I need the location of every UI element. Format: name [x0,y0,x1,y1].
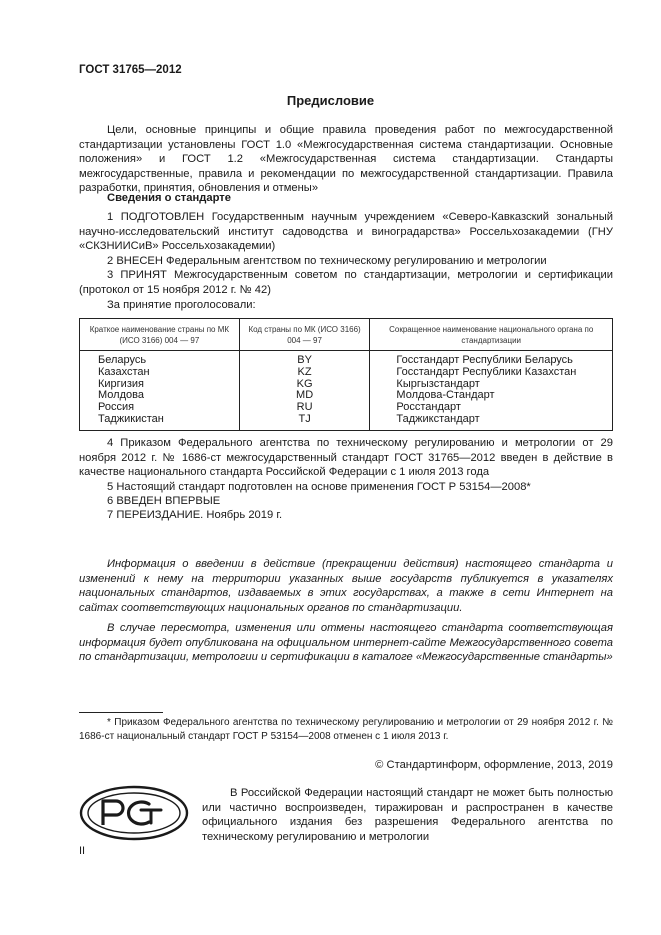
notice-paragraph-1: Информация о введении в действие (прекращении действия) настоящего стандарта и изменений к нему на территории указанных выше государств публикуется в указателях национальных стандартов, издаваемых в этих государствах, а также в сети Интернет на сайтах соответствующих национальных органов по стандартизации. [79,558,613,614]
vote-table [79,318,613,431]
copyright-line: © Стандартинформ, оформление, 2013, 2019 [375,759,613,771]
column-header: Краткое наименование страны по МК (ИСО 3166) 004 — 97 [80,319,240,351]
table-row [80,414,613,430]
column-header: Код страны по МК (ИСО 3166) 004 — 97 [239,319,370,351]
item-3: 3 ПРИНЯТ Межгосударственным советом по стандартизации, метрологии и сертификации (протокол от 15 ноября 2012 г. № 42) [79,269,613,296]
item-1: 1 ПОДГОТОВЛЕН Государственным научным учреждением «Северо-Кавказский зональный научно-исследовательский институт садоводства и виноградарства» Россельхозакадемии (ГНУ «СКЗНИИСиВ» Россельхозакадемии) [79,211,613,252]
page-title: Предисловие [286,93,375,108]
country-code: RU [239,402,370,414]
standards-body: Росстандарт [370,402,613,414]
country-name: Молдова [80,390,240,402]
standards-body: Молдова-Стандарт [370,390,613,402]
vote-label: За принятие проголосовали: [107,299,256,311]
country-name: Казахстан [80,367,240,379]
item-6: 6 ВВЕДЕН ВПЕРВЫЕ [107,495,221,507]
country-name: Таджикистан [80,414,240,430]
standards-body: Таджикстандарт [370,414,613,430]
country-code: MD [239,390,370,402]
country-name: Киргизия [80,379,240,391]
item-7: 7 ПЕРЕИЗДАНИЕ. Ноябрь 2019 г. [107,509,283,521]
country-code: BY [239,351,370,367]
table-row [80,379,613,391]
rights-notice: В Российской Федерации настоящий стандарт не может быть полностью или частично воспроизведен, тиражирован и распространен в качестве официального издания без разрешения Федерального агентства по техническому регулированию и метрологии [202,787,613,843]
item-2: 2 ВНЕСЕН Федеральным агентством по техническому регулированию и метрологии [107,255,547,267]
column-header: Сокращенное наименование национального органа по стандартизации [370,319,613,351]
table-row [80,390,613,402]
page-number: II [79,845,86,857]
footnote-divider [79,712,163,713]
notice-paragraph-2: В случае пересмотра, изменения или отмены настоящего стандарта соответствующая информация будет опубликована на официальном интернет-сайте Межгосударственного совета по стандартизации, метрологии и сертификации в каталоге «Межгосударственные стандарты» [79,622,613,663]
document-code: ГОСТ 31765—2012 [79,64,182,76]
country-name: Россия [80,402,240,414]
section-heading: Сведения о стандарте [107,192,231,204]
country-name: Беларусь [80,351,240,367]
standards-body: Госстандарт Республики Беларусь [370,351,613,367]
table-row [80,351,613,367]
table-header-row [80,319,613,351]
standards-body: Госстандарт Республики Казахстан [370,367,613,379]
item-4: 4 Приказом Федерального агентства по техническому регулированию и метрологии от 29 ноября 2012 г. № 1686-ст межгосударственный стандарт ГОСТ 31765—2012 введен в действие в качестве национального стандарта Российской Федерации с 1 июля 2013 года [79,437,613,478]
country-code: TJ [239,414,370,430]
rst-certification-logo-icon [79,785,189,844]
standards-body: Кыргызстандарт [370,379,613,391]
item-5: 5 Настоящий стандарт подготовлен на основе применения ГОСТ Р 53154—2008* [107,481,531,493]
country-code: KZ [239,367,370,379]
table-row [80,367,613,379]
footnote: * Приказом Федерального агентства по техническому регулированию и метрологии от 29 ноября 2012 г. № 1686-ст национальный стандарт ГОСТ Р 53154—2008 отменен с 1 июля 2013 г. [79,717,613,742]
intro-paragraph: Цели, основные принципы и общие правила проведения работ по межгосударственной стандартизации установлены ГОСТ 1.0 «Межгосударственная система стандартизации. Основные положения» и ГОСТ 1.2 «Межгосударственная система стандартизации. Стандарты межгосударственные, правила и рекомендации по межгосударственной стандартизации. Правила разработки, принятия, обновления и отмены» [79,124,613,194]
country-code: KG [239,379,370,391]
